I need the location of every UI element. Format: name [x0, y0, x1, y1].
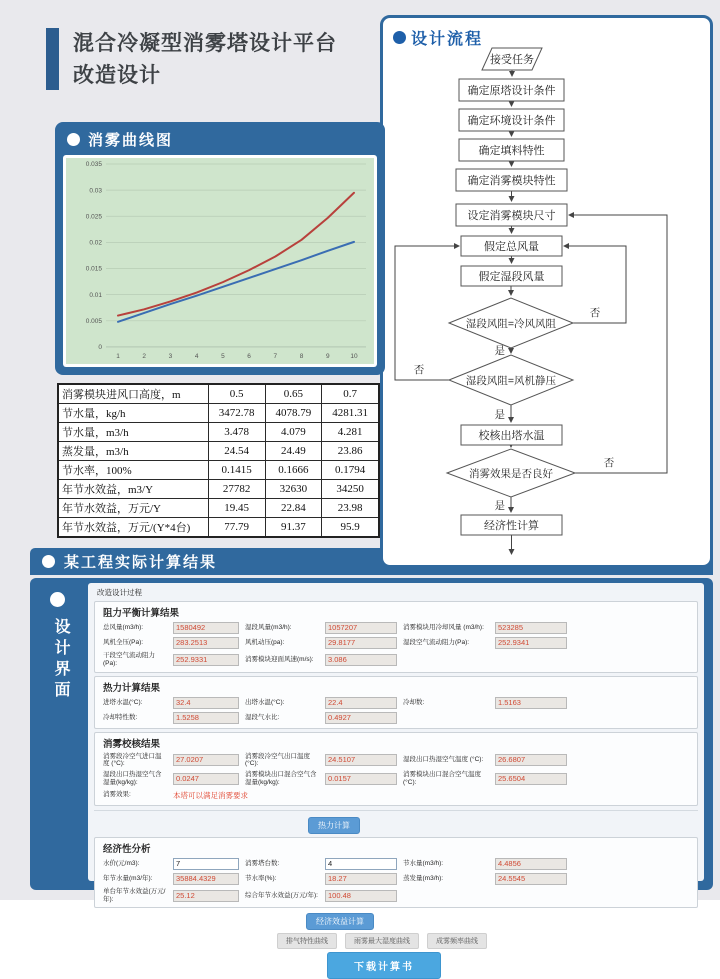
field-grid [103, 753, 689, 801]
field-label: 消雾模块用冷却风量 (m3/h): [403, 624, 484, 632]
field-label: 总风量(m3/h): [103, 624, 144, 632]
field-label: 蒸发量(m3/h): [403, 874, 444, 882]
field-value: 0.0247 [173, 773, 239, 785]
table-cell: 0.1794 [322, 461, 379, 480]
field-grid [103, 697, 689, 724]
fog-check-section [94, 732, 698, 806]
table-cell: 24.54 [208, 442, 265, 461]
yes-label: 是 [494, 409, 505, 421]
design-interface-sidebar [30, 578, 88, 890]
field-label: 冷却数: [403, 698, 425, 706]
x-tick-label: 8 [299, 352, 304, 360]
table-cell: 4078.79 [265, 404, 322, 423]
field-value: 252.9331 [173, 654, 239, 666]
x-tick-label: 6 [247, 352, 251, 360]
section-title: 经济性分析 [103, 843, 151, 855]
form-sections [94, 601, 698, 806]
flow-label: 消雾效果是否良好 [469, 468, 553, 480]
field-value: 24.5545 [495, 873, 567, 885]
fog-curve-chart-svg [66, 158, 374, 364]
table-cell: 77.79 [208, 518, 265, 538]
download-report-button[interactable]: 下载计算书 [327, 952, 441, 979]
field-value: 18.27 [325, 873, 397, 885]
design-flowchart [383, 18, 710, 565]
table-row-label: 年节水效益，万元/Y [58, 499, 208, 518]
table-cell: 0.1415 [208, 461, 265, 480]
results-panel [30, 578, 713, 974]
fog-curve-panel-header [55, 122, 385, 150]
economy-calc-button[interactable]: 经济效益计算 [306, 913, 374, 930]
table-cell: 4.281 [322, 423, 379, 442]
table-cell: 23.98 [322, 499, 379, 518]
field-label: 干段空气流动阻力(Pa): [103, 652, 155, 667]
resistance-balance-section [94, 601, 698, 673]
section-title: 阻力平衡计算结果 [103, 608, 180, 619]
flow-label: 设定消雾模块尺寸 [467, 210, 556, 222]
field-label: 节水率(%): [245, 874, 277, 882]
table-row [58, 499, 379, 518]
page-title-block [46, 28, 337, 91]
field-label: 湿段出口热湿空气含湿量(kg/kg): [103, 771, 162, 786]
page-title-line2: 改造设计 [73, 63, 161, 87]
x-tick-label: 2 [142, 352, 147, 360]
no-label: 否 [589, 307, 601, 319]
field-value: 32.4 [173, 697, 239, 709]
y-tick-label: 0.02 [89, 239, 102, 247]
flow-label: 湿段风阻=冷风风阻 [465, 318, 557, 330]
tab-renovation-design-process: 改造设计过程 [97, 588, 142, 597]
table-cell: 3.478 [208, 423, 265, 442]
economy-holder [94, 837, 698, 909]
section-title: 消雾校核结果 [103, 738, 161, 750]
x-tick-label: 7 [273, 352, 278, 360]
no-label: 否 [603, 457, 615, 469]
table-row [58, 461, 379, 480]
field-value: 1.5258 [173, 712, 239, 724]
no-label: 否 [413, 364, 425, 376]
table-cell: 91.37 [265, 518, 322, 538]
table-cell: 32630 [265, 480, 322, 499]
field-label: 单台年节水效益(万元/年): [103, 887, 166, 903]
bullet-icon [50, 592, 65, 607]
field-label: 水价(元/m3): [103, 859, 140, 867]
field-value: 100.48 [325, 890, 397, 902]
field-label: 风机动压(pa): [245, 639, 285, 647]
results-header-title: 某工程实际计算结果 [64, 554, 218, 571]
x-tick-label: 4 [194, 352, 199, 360]
field-label: 消雾段冷空气出口温度 (°C): [245, 752, 310, 768]
table-cell: 27782 [208, 480, 265, 499]
table-row-label: 年节水效益，m3/Y [58, 480, 208, 499]
series-blue-line [118, 242, 354, 322]
x-tick-label: 1 [116, 352, 120, 360]
field-value: 26.6807 [495, 754, 567, 766]
field-grid [103, 858, 689, 904]
fog-frequency-curve-button[interactable]: 成雾频率曲线 [427, 933, 487, 949]
field-label: 消雾模块迎面风速(m/s): [245, 655, 314, 663]
max-humidity-curve-button[interactable]: 雨雾最大湿度曲线 [345, 933, 419, 949]
table-cell: 0.5 [208, 384, 265, 404]
field-value: 0.4927 [325, 712, 397, 724]
field-label: 风机全压(Pa): [103, 639, 144, 647]
thermal-calc-button[interactable]: 热力计算 [308, 817, 360, 834]
fog-effect-label: 消雾效果: [103, 791, 131, 799]
y-tick-label: 0.035 [85, 161, 102, 169]
flow-label: 确定环境设计条件 [467, 115, 556, 127]
design-flow-panel [380, 15, 713, 568]
field-value: 22.4 [325, 697, 397, 709]
fog-curve-panel-title: 消雾曲线图 [88, 132, 174, 149]
field-value: 283.2513 [173, 637, 239, 649]
thermal-results-section [94, 676, 698, 729]
flow-label: 校核出塔水温 [478, 430, 545, 442]
field-value: 27.0207 [173, 754, 239, 766]
table-cell: 22.84 [265, 499, 322, 518]
table-row [58, 384, 379, 404]
table-row [58, 442, 379, 461]
field-value: 24.5107 [325, 754, 397, 766]
table-row-label: 节水量，m3/h [58, 423, 208, 442]
table-cell: 0.1666 [265, 461, 322, 480]
table-cell: 23.86 [322, 442, 379, 461]
table-cell: 4.079 [265, 423, 322, 442]
field-label: 消雾段冷空气进口温度 (°C): [103, 752, 162, 768]
table-cell: 4281.31 [322, 404, 379, 423]
table-row [58, 404, 379, 423]
divider [94, 810, 698, 811]
field-value: 252.9341 [495, 637, 567, 649]
field-value: 1580492 [173, 622, 239, 634]
y-tick-label: 0.01 [89, 291, 102, 299]
field-grid [103, 622, 689, 668]
flow-label: 确定消雾模块特性 [467, 175, 556, 187]
editable-field-input[interactable] [325, 858, 397, 870]
curve-buttons-row [80, 933, 684, 949]
results-main-area [88, 583, 704, 974]
bullet-icon [393, 31, 406, 44]
field-value: 3.086 [325, 654, 397, 666]
flow-label: 经济性计算 [484, 520, 539, 532]
flow-label: 确定原塔设计条件 [467, 85, 556, 97]
flow-label: 假定总风量 [484, 241, 539, 253]
table-cell: 34250 [322, 480, 379, 499]
field-value: 29.8177 [325, 637, 397, 649]
field-label: 湿段风量(m3/h): [245, 624, 292, 632]
x-tick-label: 9 [325, 352, 330, 360]
field-value: 25.12 [173, 890, 239, 902]
y-tick-label: 0.025 [85, 213, 102, 221]
table-row [58, 518, 379, 538]
x-tick-label: 3 [168, 352, 173, 360]
field-label: 湿段气水比: [245, 713, 280, 721]
result-table [57, 383, 380, 538]
x-tick-label: 5 [221, 352, 225, 360]
table-cell: 24.49 [265, 442, 322, 461]
field-label: 消雾塔台数: [245, 859, 280, 867]
flow-label: 接受任务 [490, 54, 534, 66]
field-label: 消雾模块出口混合空气温度(°C): [403, 771, 481, 786]
field-value: 4.4856 [495, 858, 567, 870]
y-tick-label: 0.015 [85, 265, 102, 273]
table-row-label: 节水量，kg/h [58, 404, 208, 423]
field-value: 0.0157 [325, 773, 397, 785]
section-title: 热力计算结果 [103, 682, 161, 694]
table-row-label: 消雾模块进风口高度，m [58, 384, 208, 404]
table-row-label: 蒸发量，m3/h [58, 442, 208, 461]
x-tick-label: 10 [350, 352, 358, 360]
table-row-label: 年节水效益，万元/(Y*4台) [58, 518, 208, 538]
field-label: 冷却特性数: [103, 713, 138, 721]
field-value: 35884.4329 [173, 873, 239, 885]
table-row [58, 480, 379, 499]
table-cell: 0.65 [265, 384, 322, 404]
yes-label: 是 [494, 500, 505, 512]
field-value: 1057207 [325, 622, 397, 634]
bullet-icon [67, 133, 80, 146]
yes-label: 是 [494, 345, 505, 357]
table-cell: 19.45 [208, 499, 265, 518]
design-interface-label: 设计界面 [52, 618, 69, 702]
table-cell: 95.9 [322, 518, 379, 538]
fog-effect-result-text: 本塔可以满足消雾要求 [173, 790, 248, 800]
field-label: 出塔水温(°C): [245, 698, 285, 706]
flow-label: 确定填料特性 [478, 145, 545, 157]
y-tick-label: 0.005 [85, 317, 102, 326]
field-label: 湿段空气流动阻力(Pa): [403, 639, 470, 647]
bullet-icon [42, 555, 55, 568]
exhaust-curve-button[interactable]: 排气特性曲线 [277, 933, 337, 949]
page-title-line1: 混合冷凝型消雾塔设计平台 [73, 32, 337, 55]
page-title [73, 28, 337, 91]
design-flow-title [393, 26, 483, 49]
field-label: 年节水量(m3/年): [103, 874, 153, 882]
field-value: 1.5163 [495, 697, 567, 709]
field-value: 523285 [495, 622, 567, 634]
fog-curve-chart [63, 155, 377, 367]
table-row [58, 423, 379, 442]
flow-label: 湿段风阻=风机静压 [465, 375, 557, 387]
table-row-label: 节水率，100% [58, 461, 208, 480]
table-cell: 0.7 [322, 384, 379, 404]
fog-curve-panel [55, 122, 385, 375]
table-cell: 3472.78 [208, 404, 265, 423]
field-label: 进塔水温(°C): [103, 698, 143, 706]
editable-field-input[interactable] [173, 858, 239, 870]
y-tick-label: 0.03 [89, 187, 102, 195]
y-tick-label: 0 [98, 344, 102, 352]
field-label: 节水量(m3/h): [403, 859, 444, 867]
field-value: 25.6504 [495, 773, 567, 785]
economy-section [94, 837, 698, 909]
field-label: 综合年节水效益(万元/年): [245, 891, 318, 899]
field-label: 湿段出口热湿空气温度 (°C): [403, 756, 484, 764]
field-label: 消雾模块出口混合空气含湿量(kg/kg): [245, 771, 317, 786]
design-flow-title-text: 设计流程 [411, 31, 484, 48]
flow-label: 假定湿段风量 [478, 271, 545, 283]
title-accent-bar [46, 28, 59, 90]
